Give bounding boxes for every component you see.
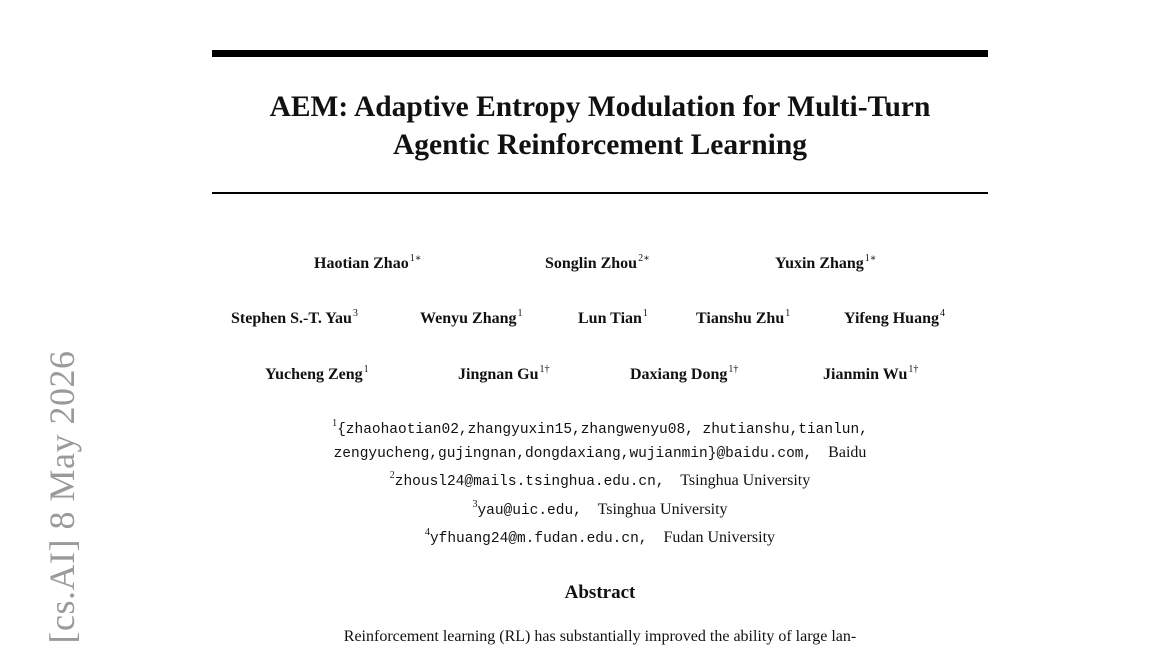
author-mark: 1 bbox=[785, 308, 791, 319]
title-rule bbox=[212, 192, 988, 194]
author-daxiang-dong bbox=[630, 360, 738, 385]
author-name: Haotian Zhao bbox=[314, 255, 409, 272]
affiliation-1-line-1 bbox=[212, 413, 988, 442]
affiliations-block bbox=[212, 413, 988, 551]
author-name: Yucheng Zeng bbox=[265, 366, 363, 383]
author-name: Lun Tian bbox=[578, 310, 642, 327]
author-name: Jianmin Wu bbox=[823, 366, 908, 383]
author-stephen-yau bbox=[231, 304, 358, 329]
author-name: Daxiang Dong bbox=[630, 366, 728, 383]
affiliation-4 bbox=[212, 522, 988, 551]
affiliation-email: zengyucheng,gujingnan,dongdaxiang,wujianmin}@baidu.com, bbox=[333, 445, 813, 462]
affiliation-email: zhousl24@mails.tsinghua.edu.cn, bbox=[394, 474, 665, 490]
arxiv-stamp: [cs.AI] 8 May 2026 bbox=[42, 350, 82, 644]
affiliation-2 bbox=[212, 465, 988, 494]
author-mark: 1 bbox=[517, 308, 523, 319]
top-rule bbox=[212, 50, 988, 57]
author-mark: 1∗ bbox=[864, 253, 877, 264]
author-jianmin-wu bbox=[823, 360, 918, 385]
author-mark: 2∗ bbox=[638, 253, 650, 264]
author-songlin-zhou bbox=[545, 249, 650, 274]
author-name: Stephen S.-T. Yau bbox=[231, 310, 352, 327]
author-mark: 4 bbox=[939, 308, 945, 319]
paper-title bbox=[212, 88, 988, 164]
author-mark: 1† bbox=[908, 364, 919, 375]
author-name: Wenyu Zhang bbox=[420, 310, 517, 327]
affiliation-institution: Baidu bbox=[828, 443, 867, 461]
author-name: Songlin Zhou bbox=[545, 255, 638, 272]
affiliation-3 bbox=[212, 494, 988, 523]
author-mark: 1† bbox=[539, 364, 550, 375]
affiliation-institution: Fudan University bbox=[663, 529, 776, 546]
author-mark: 1∗ bbox=[409, 253, 422, 264]
author-name: Yuxin Zhang bbox=[775, 255, 864, 272]
author-lun-tian bbox=[578, 304, 648, 329]
author-yifeng-huang bbox=[844, 304, 945, 329]
author-mark: 1† bbox=[728, 364, 739, 375]
abstract-heading: Abstract bbox=[564, 582, 636, 603]
author-name: Yifeng Huang bbox=[844, 310, 939, 327]
author-yucheng-zeng bbox=[265, 360, 369, 385]
affiliation-email: yfhuang24@m.fudan.edu.cn, bbox=[429, 531, 648, 547]
affiliation-1-line-2 bbox=[212, 442, 988, 466]
affiliation-email: {zhaohaotian02,zhangyuxin15,zhangwenyu08, zhutianshu,tianlun, bbox=[337, 422, 868, 438]
affiliation-institution: Tsinghua University bbox=[597, 500, 728, 518]
author-yuxin-zhang bbox=[775, 249, 877, 274]
author-mark: 3 bbox=[352, 308, 358, 319]
affiliation-mark: 4 bbox=[424, 527, 430, 538]
author-haotian-zhao bbox=[314, 249, 421, 274]
affiliation-mark: 3 bbox=[472, 498, 478, 510]
author-wenyu-zhang bbox=[420, 304, 522, 329]
author-name: Jingnan Gu bbox=[458, 366, 539, 383]
affiliation-mark: 1 bbox=[332, 418, 338, 429]
author-mark: 1 bbox=[642, 308, 648, 319]
author-name: Tianshu Zhu bbox=[696, 310, 785, 327]
author-jingnan-gu bbox=[458, 360, 549, 385]
author-tianshu-zhu bbox=[696, 304, 790, 329]
abstract-text: Reinforcement learning (RL) has substantially improved the ability of large lan- bbox=[343, 628, 857, 645]
title-line-2: Agentic Reinforcement Learning bbox=[392, 129, 807, 161]
affiliation-email: yau@uic.edu, bbox=[477, 502, 582, 519]
title-line-1: AEM: Adaptive Entropy Modulation for Multi-Turn bbox=[269, 91, 931, 123]
author-mark: 1 bbox=[363, 364, 369, 375]
affiliation-institution: Tsinghua University bbox=[680, 472, 811, 489]
affiliation-mark: 2 bbox=[389, 470, 395, 481]
